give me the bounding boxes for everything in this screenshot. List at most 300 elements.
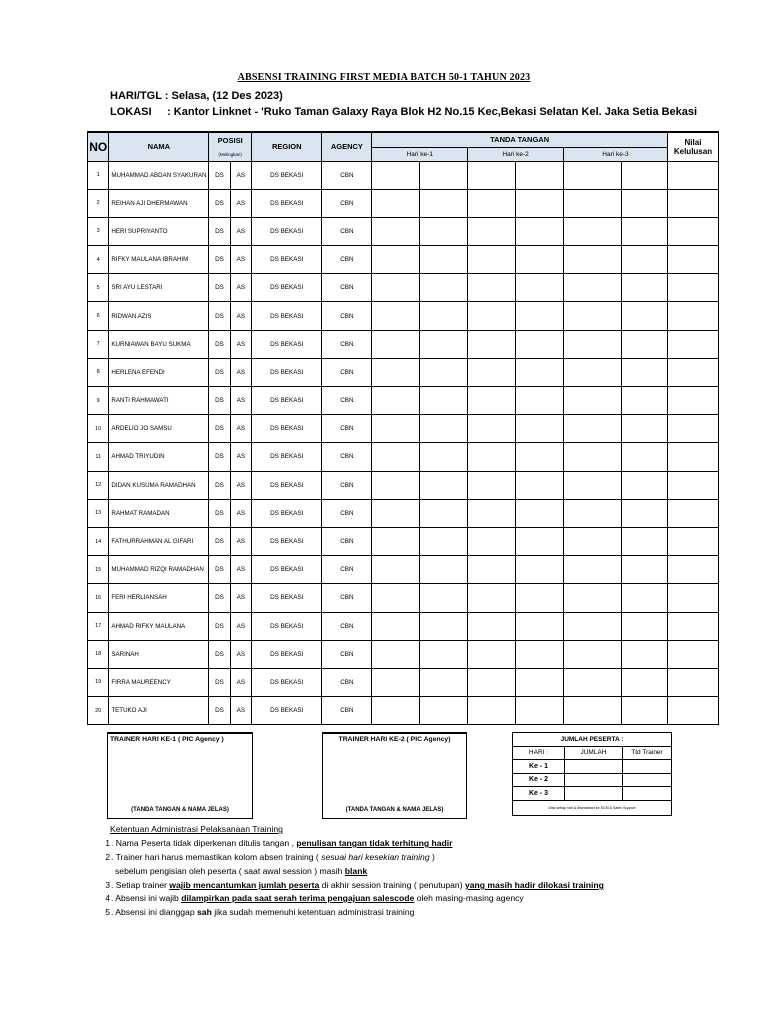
signature-cell[interactable] bbox=[516, 612, 564, 640]
agency-cell: CBN bbox=[322, 217, 372, 245]
signature-cell[interactable] bbox=[372, 302, 420, 330]
region-cell: DS BEKASI bbox=[252, 640, 322, 668]
signature-cell[interactable] bbox=[563, 471, 621, 499]
participant-name: FATHURRAHMAN AL GIFARI bbox=[109, 527, 209, 555]
rule-number: 2 bbox=[105, 852, 110, 862]
signature-cell[interactable] bbox=[468, 443, 516, 471]
row-number: 1 bbox=[88, 161, 109, 189]
signature-cell[interactable] bbox=[372, 584, 420, 612]
agency-cell: CBN bbox=[322, 274, 372, 302]
agency-cell: CBN bbox=[322, 330, 372, 358]
jumlah-col-ttd: Ttd Trainer bbox=[623, 746, 672, 760]
signature-cell[interactable] bbox=[420, 527, 468, 555]
row-number: 16 bbox=[88, 584, 109, 612]
row-number: 11 bbox=[88, 443, 109, 471]
region-cell: DS BEKASI bbox=[252, 527, 322, 555]
signature-cell[interactable] bbox=[516, 584, 564, 612]
signature-cell[interactable] bbox=[516, 471, 564, 499]
rule-text: . Absensi ini wajib bbox=[111, 893, 179, 903]
table-row bbox=[88, 302, 719, 330]
signature-cell[interactable] bbox=[563, 217, 621, 245]
signature-cell[interactable] bbox=[622, 527, 668, 555]
location-row bbox=[110, 106, 697, 118]
participant-name: AHMAD TRIYUDIN bbox=[109, 443, 209, 471]
signature-cell[interactable] bbox=[468, 499, 516, 527]
signature-cell[interactable] bbox=[516, 415, 564, 443]
signature-cell[interactable] bbox=[372, 330, 420, 358]
participant-name: RAHMAT RAMADAN bbox=[109, 499, 209, 527]
rule-number: 5 bbox=[105, 907, 110, 917]
participant-name: FERI HERLIANSAH bbox=[109, 584, 209, 612]
table-row bbox=[88, 443, 719, 471]
posisi-ds: DS bbox=[209, 471, 230, 499]
nilai-cell[interactable] bbox=[667, 217, 718, 245]
signature-cell[interactable] bbox=[420, 189, 468, 217]
region-cell: DS BEKASI bbox=[252, 612, 322, 640]
signature-cell[interactable] bbox=[563, 499, 621, 527]
posisi-as: AS bbox=[230, 274, 251, 302]
agency-cell: CBN bbox=[322, 612, 372, 640]
region-cell: DS BEKASI bbox=[252, 217, 322, 245]
rule-number: 1 bbox=[105, 838, 110, 848]
signature-cell[interactable] bbox=[420, 330, 468, 358]
col-tanda-header: TANDA TANGAN bbox=[372, 132, 668, 147]
agency-cell: CBN bbox=[322, 584, 372, 612]
nilai-cell[interactable] bbox=[667, 668, 718, 696]
signature-cell[interactable] bbox=[563, 584, 621, 612]
signature-cell[interactable] bbox=[622, 668, 668, 696]
signature-cell[interactable] bbox=[622, 640, 668, 668]
participant-name: RIFKY MAULANA IBRAHIM bbox=[109, 246, 209, 274]
participant-name: RANTI RAHMAWATI bbox=[109, 387, 209, 415]
nilai-cell[interactable] bbox=[667, 330, 718, 358]
nilai-cell[interactable] bbox=[667, 556, 718, 584]
signature-cell[interactable] bbox=[372, 274, 420, 302]
signature-cell[interactable] bbox=[468, 302, 516, 330]
posisi-as: AS bbox=[230, 189, 251, 217]
signature-cell[interactable] bbox=[468, 415, 516, 443]
col-hari1-header: Hari ke-1 bbox=[372, 147, 468, 161]
signature-cell[interactable] bbox=[468, 189, 516, 217]
region-cell: DS BEKASI bbox=[252, 697, 322, 725]
region-cell: DS BEKASI bbox=[252, 556, 322, 584]
signature-cell[interactable] bbox=[372, 640, 420, 668]
signature-cell[interactable] bbox=[563, 302, 621, 330]
signature-cell[interactable] bbox=[563, 556, 621, 584]
signature-cell[interactable] bbox=[468, 697, 516, 725]
rule-text: jika sudah memenuhi ketentuan administrasi training bbox=[214, 907, 415, 917]
signature-cell[interactable] bbox=[563, 161, 621, 189]
region-cell: DS BEKASI bbox=[252, 274, 322, 302]
posisi-as: AS bbox=[230, 668, 251, 696]
trainer-day2-title: TRAINER HARI KE-2 ( PIC Agency) bbox=[338, 736, 451, 743]
region-cell: DS BEKASI bbox=[252, 387, 322, 415]
posisi-ds: DS bbox=[209, 161, 230, 189]
nilai-cell[interactable] bbox=[667, 358, 718, 386]
signature-cell[interactable] bbox=[420, 471, 468, 499]
signature-cell[interactable] bbox=[420, 387, 468, 415]
agency-cell: CBN bbox=[322, 161, 372, 189]
signature-cell[interactable] bbox=[563, 668, 621, 696]
agency-cell: CBN bbox=[322, 556, 372, 584]
signature-cell[interactable] bbox=[622, 161, 668, 189]
col-nama-header: NAMA bbox=[109, 132, 209, 161]
signature-cell[interactable] bbox=[420, 358, 468, 386]
signature-cell[interactable] bbox=[622, 443, 668, 471]
col-posisi-label: POSISI bbox=[217, 135, 243, 145]
signature-cell[interactable] bbox=[563, 246, 621, 274]
signature-cell[interactable] bbox=[516, 443, 564, 471]
signature-cell[interactable] bbox=[468, 640, 516, 668]
nilai-cell[interactable] bbox=[667, 302, 718, 330]
posisi-ds: DS bbox=[209, 415, 230, 443]
trainer-day1-box bbox=[107, 732, 253, 819]
posisi-as: AS bbox=[230, 330, 251, 358]
signature-cell[interactable] bbox=[468, 330, 516, 358]
signature-cell[interactable] bbox=[516, 189, 564, 217]
signature-cell[interactable] bbox=[372, 443, 420, 471]
signature-cell[interactable] bbox=[468, 471, 516, 499]
participant-name: REIHAN AJI DHERMAWAN bbox=[109, 189, 209, 217]
participant-name: AHMAD RIFKY MAULANA bbox=[109, 612, 209, 640]
signature-cell[interactable] bbox=[563, 358, 621, 386]
col-posisi-sub bbox=[209, 147, 252, 161]
trainer-day1-footer: (TANDA TANGAN & NAMA JELAS) bbox=[131, 807, 229, 813]
signature-cell[interactable] bbox=[516, 161, 564, 189]
row-number: 14 bbox=[88, 527, 109, 555]
col-nilai-header: Nilai Kelulusan bbox=[667, 132, 718, 161]
signature-cell[interactable] bbox=[516, 387, 564, 415]
signature-cell[interactable] bbox=[622, 246, 668, 274]
signature-cell[interactable] bbox=[622, 358, 668, 386]
signature-cell[interactable] bbox=[372, 527, 420, 555]
region-cell: DS BEKASI bbox=[252, 246, 322, 274]
region-cell: DS BEKASI bbox=[252, 302, 322, 330]
signature-cell[interactable] bbox=[372, 217, 420, 245]
signature-cell[interactable] bbox=[563, 189, 621, 217]
signature-cell[interactable] bbox=[468, 584, 516, 612]
rule-emphasis: blank bbox=[344, 866, 368, 876]
signature-cell[interactable] bbox=[516, 640, 564, 668]
col-hari2-header: Hari ke-2 bbox=[468, 147, 564, 161]
table-row bbox=[88, 640, 719, 668]
jumlah-row-label: Ke - 2 bbox=[513, 773, 565, 787]
table-row bbox=[88, 471, 719, 499]
region-cell: DS BEKASI bbox=[252, 471, 322, 499]
signature-cell[interactable] bbox=[420, 302, 468, 330]
signature-cell[interactable] bbox=[563, 443, 621, 471]
agency-cell: CBN bbox=[322, 387, 372, 415]
nilai-cell[interactable] bbox=[667, 443, 718, 471]
signature-cell[interactable] bbox=[622, 330, 668, 358]
nilai-cell[interactable] bbox=[667, 189, 718, 217]
signature-cell[interactable] bbox=[516, 358, 564, 386]
signature-cell[interactable] bbox=[372, 161, 420, 189]
signature-cell[interactable] bbox=[420, 668, 468, 696]
signature-cell[interactable] bbox=[372, 556, 420, 584]
signature-cell[interactable] bbox=[622, 612, 668, 640]
posisi-as: AS bbox=[230, 443, 251, 471]
row-number: 20 bbox=[88, 697, 109, 725]
signature-cell[interactable] bbox=[372, 499, 420, 527]
signature-cell[interactable] bbox=[468, 274, 516, 302]
location-label: LOKASI bbox=[110, 106, 152, 118]
nilai-cell[interactable] bbox=[667, 697, 718, 725]
agency-cell: CBN bbox=[322, 443, 372, 471]
nilai-cell[interactable] bbox=[667, 246, 718, 274]
jumlah-col-jumlah: JUMLAH bbox=[565, 746, 623, 760]
signature-cell[interactable] bbox=[420, 640, 468, 668]
signature-cell[interactable] bbox=[372, 612, 420, 640]
signature-cell[interactable] bbox=[563, 612, 621, 640]
nilai-cell[interactable] bbox=[667, 612, 718, 640]
row-number: 19 bbox=[88, 668, 109, 696]
signature-cell[interactable] bbox=[622, 217, 668, 245]
nilai-cell[interactable] bbox=[667, 640, 718, 668]
signature-cell[interactable] bbox=[420, 274, 468, 302]
rule-emphasis: wajib mencantumkan jumlah peserta bbox=[169, 880, 320, 890]
row-number: 18 bbox=[88, 640, 109, 668]
col-posisi-header bbox=[209, 132, 252, 147]
jumlah-note: Diisi setiap hari & diserahkan ke SCM & Sales Support bbox=[513, 800, 672, 815]
posisi-ds: DS bbox=[209, 527, 230, 555]
signature-cell[interactable] bbox=[516, 330, 564, 358]
signature-cell[interactable] bbox=[622, 189, 668, 217]
nilai-cell[interactable] bbox=[667, 274, 718, 302]
signature-cell[interactable] bbox=[563, 415, 621, 443]
agency-cell: CBN bbox=[322, 246, 372, 274]
date-label: HARI/TGL : bbox=[110, 90, 169, 102]
signature-cell[interactable] bbox=[622, 471, 668, 499]
signature-cell[interactable] bbox=[372, 358, 420, 386]
table-row bbox=[88, 387, 719, 415]
nilai-cell[interactable] bbox=[667, 584, 718, 612]
rule-text: oleh masing-masing agency bbox=[416, 893, 524, 903]
posisi-as: AS bbox=[230, 161, 251, 189]
participant-name: MUHAMMAD RIZQI RAMADHAN bbox=[109, 556, 209, 584]
signature-cell[interactable] bbox=[420, 161, 468, 189]
signature-cell[interactable] bbox=[468, 556, 516, 584]
nilai-cell[interactable] bbox=[667, 527, 718, 555]
signature-cell[interactable] bbox=[622, 697, 668, 725]
signature-cell[interactable] bbox=[516, 697, 564, 725]
table-row bbox=[88, 274, 719, 302]
participant-name: SARINAH bbox=[109, 640, 209, 668]
rule-number: 4 bbox=[105, 893, 110, 903]
region-cell: DS BEKASI bbox=[252, 189, 322, 217]
col-agency-header: AGENCY bbox=[322, 132, 372, 161]
signature-cell[interactable] bbox=[622, 302, 668, 330]
signature-cell[interactable] bbox=[468, 527, 516, 555]
signature-cell[interactable] bbox=[420, 556, 468, 584]
signature-cell[interactable] bbox=[420, 443, 468, 471]
signature-cell[interactable] bbox=[372, 697, 420, 725]
trainer-day1-title: TRAINER HARI KE-1 ( PIC Agency ) bbox=[110, 736, 224, 743]
signature-cell[interactable] bbox=[516, 499, 564, 527]
ttd-cell bbox=[623, 760, 672, 774]
jumlah-row-label: Ke - 1 bbox=[513, 760, 565, 774]
signature-cell[interactable] bbox=[516, 668, 564, 696]
rule-1 bbox=[101, 838, 453, 848]
agency-cell: CBN bbox=[322, 697, 372, 725]
signature-cell[interactable] bbox=[622, 556, 668, 584]
jumlah-title: JUMLAH PESERTA : bbox=[513, 733, 672, 747]
table-row bbox=[88, 668, 719, 696]
signature-cell[interactable] bbox=[420, 217, 468, 245]
signature-cell[interactable] bbox=[420, 697, 468, 725]
posisi-ds: DS bbox=[209, 584, 230, 612]
rule-emphasis: yang masih hadir dilokasi training bbox=[464, 880, 604, 890]
participant-name: TETUKO AJI bbox=[109, 697, 209, 725]
signature-cell[interactable] bbox=[516, 527, 564, 555]
row-number: 13 bbox=[88, 499, 109, 527]
signature-cell[interactable] bbox=[468, 612, 516, 640]
ttd-cell bbox=[623, 773, 672, 787]
agency-cell: CBN bbox=[322, 302, 372, 330]
row-number: 17 bbox=[88, 612, 109, 640]
region-cell: DS BEKASI bbox=[252, 415, 322, 443]
participant-name: MUHAMMAD ABDAN SYAKURAN bbox=[109, 161, 209, 189]
signature-cell[interactable] bbox=[420, 584, 468, 612]
signature-cell[interactable] bbox=[516, 246, 564, 274]
agency-cell: CBN bbox=[322, 499, 372, 527]
nilai-cell[interactable] bbox=[667, 161, 718, 189]
nilai-cell[interactable] bbox=[667, 499, 718, 527]
posisi-as: AS bbox=[230, 358, 251, 386]
posisi-as: AS bbox=[230, 556, 251, 584]
jumlah-cell bbox=[565, 787, 623, 801]
attendance-body bbox=[88, 161, 719, 725]
col-region-header: REGION bbox=[252, 132, 322, 161]
signature-cell[interactable] bbox=[516, 556, 564, 584]
jumlah-peserta-table bbox=[512, 732, 672, 816]
posisi-as: AS bbox=[230, 584, 251, 612]
participant-name: DIDAN KUSUMA RAMADHAN bbox=[109, 471, 209, 499]
rule-emphasis: dilampirkan pada saat serah terima pengajuan salescode bbox=[181, 893, 415, 903]
table-row bbox=[88, 499, 719, 527]
rule-5 bbox=[101, 907, 414, 917]
signature-cell[interactable] bbox=[468, 217, 516, 245]
posisi-as: AS bbox=[230, 697, 251, 725]
signature-cell[interactable] bbox=[563, 387, 621, 415]
location-colon: : bbox=[167, 106, 171, 118]
jumlah-row-label: Ke - 3 bbox=[513, 787, 565, 801]
posisi-as: AS bbox=[230, 499, 251, 527]
signature-cell[interactable] bbox=[516, 302, 564, 330]
agency-cell: CBN bbox=[322, 415, 372, 443]
rule-2 bbox=[101, 852, 435, 862]
row-number: 6 bbox=[88, 302, 109, 330]
col-hari3-header: Hari ke-3 bbox=[563, 147, 667, 161]
row-number: 8 bbox=[88, 358, 109, 386]
row-number: 7 bbox=[88, 330, 109, 358]
rule-number: 3 bbox=[105, 880, 110, 890]
participant-name: HERI SUPRIYANTO bbox=[109, 217, 209, 245]
nilai-cell[interactable] bbox=[667, 387, 718, 415]
document-title: ABSENSI TRAINING FIRST MEDIA BATCH 50-1 TAHUN 2023 bbox=[237, 72, 531, 83]
participant-name: FIRRA MAUREENCY bbox=[109, 668, 209, 696]
posisi-ds: DS bbox=[209, 358, 230, 386]
jumlah-cell bbox=[565, 760, 623, 774]
rule-text: di akhir session training ( penutupan) bbox=[321, 880, 463, 890]
signature-cell[interactable] bbox=[420, 612, 468, 640]
jumlah-col-hari: HARI : bbox=[513, 746, 565, 760]
signature-cell[interactable] bbox=[420, 499, 468, 527]
signature-cell[interactable] bbox=[516, 274, 564, 302]
table-row bbox=[88, 556, 719, 584]
signature-cell[interactable] bbox=[563, 527, 621, 555]
participant-name: KURNIAWAN BAYU SUKMA bbox=[109, 330, 209, 358]
signature-cell[interactable] bbox=[622, 274, 668, 302]
posisi-as: AS bbox=[230, 471, 251, 499]
posisi-as: AS bbox=[230, 302, 251, 330]
rule-text: . Trainer hari harus memastikan kolom absen training ( bbox=[111, 852, 319, 862]
signature-cell[interactable] bbox=[563, 274, 621, 302]
signature-cell[interactable] bbox=[420, 246, 468, 274]
signature-cell[interactable] bbox=[372, 387, 420, 415]
jumlah-cell bbox=[565, 773, 623, 787]
region-cell: DS BEKASI bbox=[252, 161, 322, 189]
signature-cell[interactable] bbox=[372, 668, 420, 696]
ketentuan-title: Ketentuan Administrasi Pelaksanaan Training bbox=[110, 824, 283, 834]
signature-cell[interactable] bbox=[372, 246, 420, 274]
signature-cell[interactable] bbox=[468, 387, 516, 415]
signature-cell[interactable] bbox=[622, 499, 668, 527]
signature-cell[interactable] bbox=[622, 387, 668, 415]
row-number: 5 bbox=[88, 274, 109, 302]
ttd-cell bbox=[623, 787, 672, 801]
signature-cell[interactable] bbox=[563, 330, 621, 358]
rule-emphasis: sah bbox=[197, 907, 212, 917]
attendance-table bbox=[87, 131, 719, 725]
posisi-ds: DS bbox=[209, 330, 230, 358]
nilai-cell[interactable] bbox=[667, 471, 718, 499]
signature-cell[interactable] bbox=[563, 640, 621, 668]
signature-cell[interactable] bbox=[372, 471, 420, 499]
signature-cell[interactable] bbox=[622, 415, 668, 443]
signature-cell[interactable] bbox=[372, 189, 420, 217]
signature-cell[interactable] bbox=[468, 161, 516, 189]
signature-cell[interactable] bbox=[468, 246, 516, 274]
posisi-ds: DS bbox=[209, 556, 230, 584]
rule-text: . Nama Peserta tidak diperkenan ditulis tangan , bbox=[111, 838, 294, 848]
table-row bbox=[88, 415, 719, 443]
location-value: Kantor Linknet - 'Ruko Taman Galaxy Raya Blok H2 No.15 Kec,Bekasi Selatan Kel. Jaka Setia Bekasi bbox=[173, 106, 698, 118]
table-row bbox=[88, 584, 719, 612]
posisi-ds: DS bbox=[209, 697, 230, 725]
date-row bbox=[110, 90, 283, 102]
signature-cell[interactable] bbox=[563, 697, 621, 725]
posisi-ds: DS bbox=[209, 246, 230, 274]
posisi-as: AS bbox=[230, 246, 251, 274]
row-number: 12 bbox=[88, 471, 109, 499]
signature-cell[interactable] bbox=[372, 415, 420, 443]
signature-cell[interactable] bbox=[420, 415, 468, 443]
signature-cell[interactable] bbox=[468, 358, 516, 386]
posisi-ds: DS bbox=[209, 443, 230, 471]
region-cell: DS BEKASI bbox=[252, 668, 322, 696]
trainer-day2-footer: (TANDA TANGAN & NAMA JELAS) bbox=[345, 807, 444, 813]
participant-name: HERLENA EFENDI bbox=[109, 358, 209, 386]
row-number: 3 bbox=[88, 217, 109, 245]
signature-cell[interactable] bbox=[468, 668, 516, 696]
signature-cell[interactable] bbox=[622, 584, 668, 612]
nilai-cell[interactable] bbox=[667, 415, 718, 443]
posisi-ds: DS bbox=[209, 274, 230, 302]
posisi-ds: DS bbox=[209, 668, 230, 696]
region-cell: DS BEKASI bbox=[252, 499, 322, 527]
signature-cell[interactable] bbox=[516, 217, 564, 245]
